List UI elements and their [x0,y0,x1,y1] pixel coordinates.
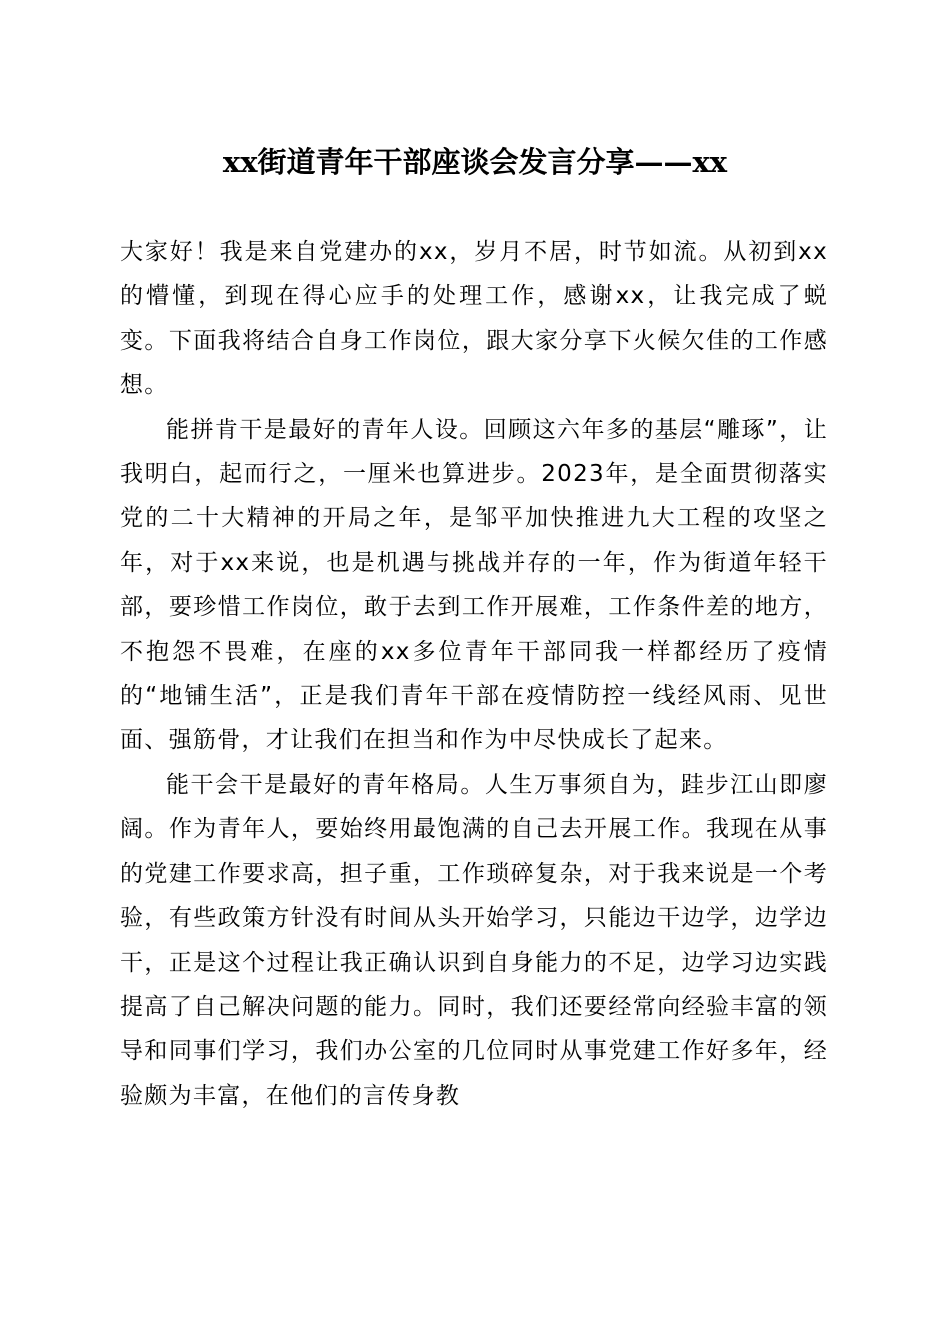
paragraph-willing-to-work: 能拼肯干是最好的青年人设。回顾这六年多的基层“雕琢”，让我明白，起而行之，一厘米也算进步。2023年，是全面贯彻落实党的二十大精神的开局之年，是邹平加快推进九大工程的攻坚之年，对于xx来说，也是机遇与挑战并存的一年，作为街道年轻干部，要珍惜工作岗位，敢于去到工作开展难，工作条件差的地方，不抱怨不畏难，在座的xx多位青年干部同我一样都经历了疫情的“地铺生活”，正是我们青年干部在疫情防控一线经风雨、见世面、强筋骨，才让我们在担当和作为中尽快成长了起来。 [120,416,828,754]
paragraph-capable-work: 能干会干是最好的青年格局。人生万事须自为，跬步江山即廖阔。作为青年人，要始终用最饱满的自己去开展工作。我现在从事的党建工作要求高，担子重，工作琐碎复杂，对于我来说是一个考验，有些政策方针没有时间从头开始学习，只能边干边学，边学边干，正是这个过程让我正确认识到自身能力的不足，边学习边实践提高了自己解决问题的能力。同时，我们还要经常向经验丰富的领导和同事们学习，我们办公室的几位同时从事党建工作好多年，经验颇为丰富，在他们的言传身教 [120,771,828,1109]
document-title: xx街道青年干部座谈会发言分享——xx [222,145,728,179]
paragraph-greeting: 大家好！我是来自党建办的xx，岁月不居，时节如流。从初到xx的懵懂，到现在得心应手的处理工作，感谢xx，让我完成了蜕变。下面我将结合自身工作岗位，跟大家分享下火候欠佳的工作感想。 [120,239,828,399]
document-body [120,230,828,1118]
